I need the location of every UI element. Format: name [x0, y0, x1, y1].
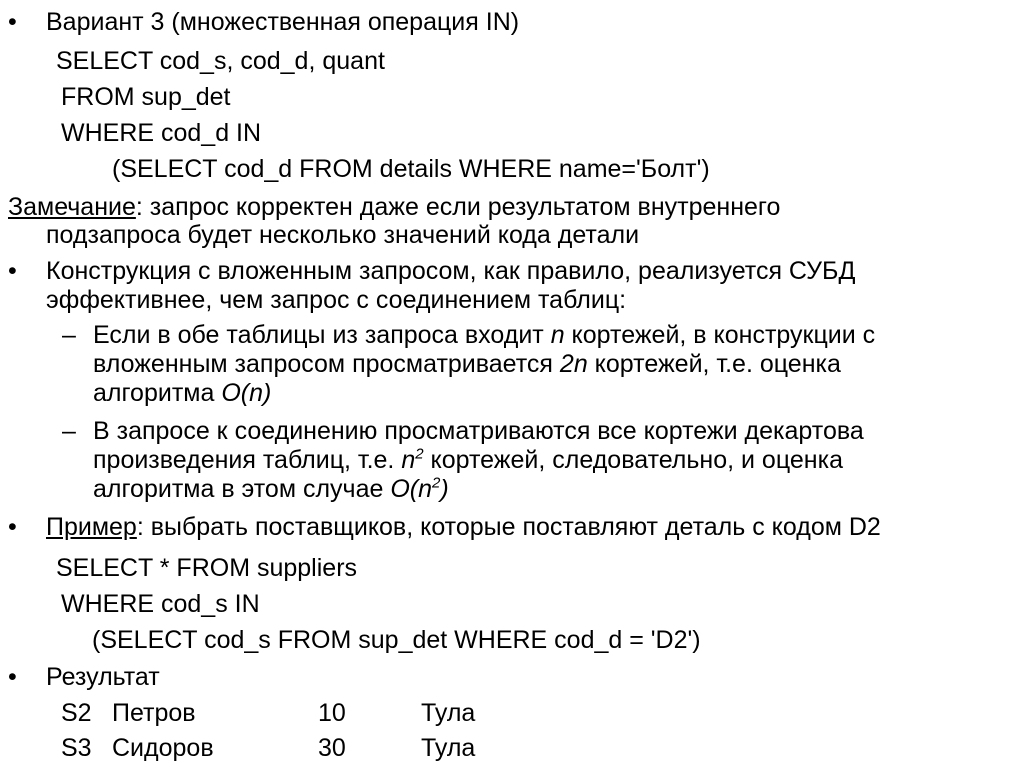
sql-line: SELECT cod_s, cod_d, quant	[56, 47, 385, 75]
example-label: Пример	[46, 513, 137, 541]
remark-line: подзапроса будет несколько значений кода детали	[46, 221, 640, 249]
construction-line: Конструкция с вложенным запросом, как правило, реализуется СУБД	[46, 257, 856, 285]
bullet-marker: •	[8, 8, 17, 36]
text-run: кортежей, в конструкции с	[564, 321, 876, 349]
sql-line: FROM sup_det	[61, 83, 231, 111]
text-run: кортежей, т.е. оценка	[587, 350, 841, 378]
sql-line: SELECT * FROM suppliers	[56, 554, 358, 582]
table-cell: S2	[61, 699, 92, 727]
result-label: Результат	[46, 663, 160, 691]
dash-marker: –	[62, 417, 76, 445]
sub-item-line	[93, 445, 843, 475]
bullet-marker: •	[8, 257, 17, 285]
remark-text: : запрос корректен даже если результатом внутреннего	[135, 193, 781, 221]
construction-line: эффективнее, чем запрос с соединением таблиц:	[46, 286, 627, 314]
table-cell: 30	[318, 734, 346, 762]
table-cell: Сидоров	[112, 734, 214, 762]
sub-item-line	[93, 474, 449, 504]
superscript: 2	[432, 474, 441, 492]
remark-label: Замечание	[8, 193, 136, 221]
sub-item-line: В запросе к соединению просматриваются все кортежи декартова	[93, 417, 864, 445]
sub-item-line	[93, 378, 271, 408]
variant-title: Вариант 3 (множественная операция IN)	[46, 8, 520, 36]
text-run: алгоритма в этом случае	[93, 475, 391, 503]
example-line	[46, 512, 881, 542]
example-text: : выбрать поставщиков, которые поставляют деталь с кодом D2	[136, 513, 881, 541]
text-run: кортежей, следовательно, и оценка	[423, 446, 843, 474]
bullet-marker: •	[8, 513, 17, 541]
sub-item-line	[93, 349, 841, 379]
math-symbol: O(n	[390, 475, 433, 503]
table-cell: Петров	[112, 699, 196, 727]
math-symbol: 2n	[559, 350, 588, 378]
remark-line	[8, 192, 780, 222]
text-run: произведения таблиц, т.е.	[93, 446, 402, 474]
sql-line: WHERE cod_d IN	[61, 119, 262, 147]
dash-marker: –	[62, 321, 76, 349]
sql-line: WHERE cod_s IN	[61, 590, 260, 618]
math-symbol: )	[440, 475, 449, 503]
text-run: Если в обе таблицы из запроса входит	[93, 321, 551, 349]
superscript: 2	[415, 445, 424, 463]
table-cell: Тула	[421, 699, 476, 727]
table-cell: Тула	[421, 734, 476, 762]
math-symbol: n	[550, 321, 565, 349]
text-run: алгоритма	[93, 379, 222, 407]
sql-line: (SELECT cod_s FROM sup_det WHERE cod_d = 'D2')	[92, 626, 701, 654]
text-run: вложенным запросом просматривается	[93, 350, 560, 378]
table-cell: 10	[318, 699, 346, 727]
sql-line: (SELECT cod_d FROM details WHERE name='Болт')	[112, 155, 710, 183]
sub-item-line	[93, 320, 875, 350]
math-symbol: n	[401, 446, 416, 474]
table-cell: S3	[61, 734, 92, 762]
bullet-marker: •	[8, 663, 17, 691]
math-symbol: O(n)	[221, 379, 272, 407]
